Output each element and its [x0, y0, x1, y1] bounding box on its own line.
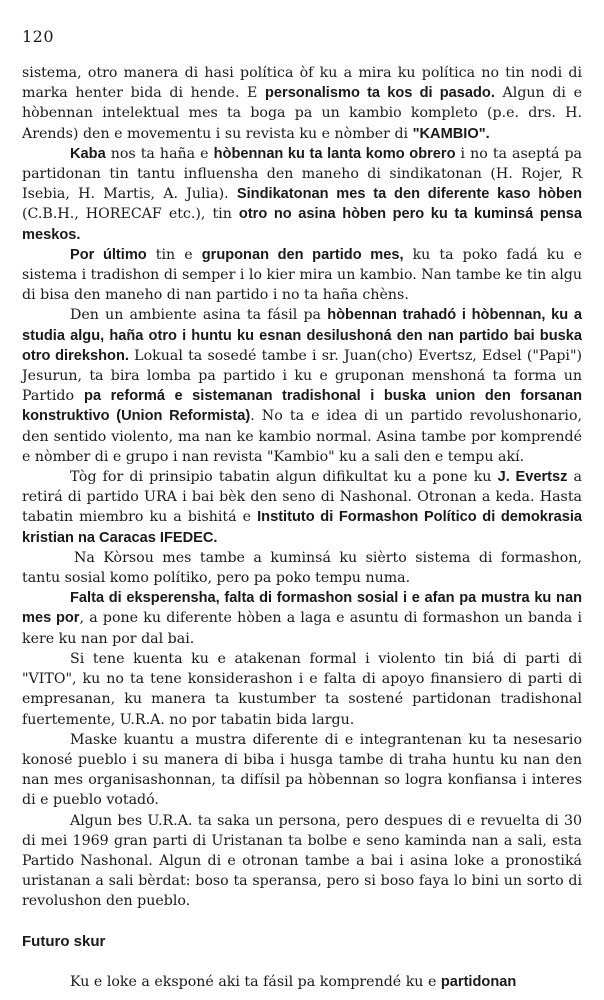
- paragraph-7: [22, 588, 582, 649]
- text-run: Den un ambiente asina ta fásil pa: [70, 307, 328, 324]
- bold-text-run: Instituto di Formashon Político di demokrasia kristian na Caracas IFEDEC.: [22, 509, 582, 546]
- text-run: . No ta e idea di un partido revolushonario, den sentido violento, ma nan ke kambio normal. Asina tambe por komprendé e nòmber di e grupo i nan revista "Kambio" ku a sali den e tempu akí.: [22, 408, 582, 465]
- text-run: sistema, otro manera di hasi política òf ku a mira ku política no tin nodi di marka henter bida di hende. E: [22, 65, 582, 102]
- text-run: i no ta aseptá pa partidonan tin tantu influensha den maneho di sindikatonan (H. Rojer, R Isebia, H. Martis, A. Julia).: [22, 145, 583, 203]
- bold-text-run: Por último: [70, 246, 147, 263]
- paragraph-5: [22, 467, 582, 548]
- paragraph-9: [22, 730, 582, 811]
- page-number: 120: [22, 27, 55, 46]
- paragraph-8: [22, 649, 582, 730]
- text-run: nos ta haña e: [105, 145, 214, 162]
- text-run: Tòg for di prinsipio tabatin algun difikultat ku a pone ku: [70, 469, 498, 486]
- bold-text-run: Kaba: [70, 145, 106, 162]
- paragraph-6: [22, 548, 582, 588]
- text-run: Ku e loke a eksponé aki ta fásil pa komprendé ku e: [70, 973, 441, 990]
- text-run: Maske kuantu a mustra diferente di e integrantenan ku ta nesesario konosé pueblo i su manera di biba i husga tambe di traha huntu ku nan den nan mes organisashonnan, ta difísil pa hòbennan so logra konfiansa i interes di e pueblo votadó.: [22, 731, 582, 809]
- bold-text-run: otro no asina hòben pero ku ta kuminsá pensa meskos.: [22, 206, 582, 243]
- text-run: , a pone ku diferente hòben a laga e asuntu di formashon un banda i kere ku nan por dal bai.: [22, 610, 582, 647]
- text-run: tin e: [146, 246, 202, 263]
- bold-text-run: partidonan: [440, 973, 517, 990]
- section-heading: Futuro skur: [22, 932, 106, 950]
- text-run: Lokual ta sosedé tambe i sr. Juan(cho) Evertsz, Edsel ("Papi") Jesurun, ta bira lomba pa partido i ku e gruponan menshoná ta forma un Partido: [22, 347, 583, 405]
- bold-text-run: hòbennan trahadó i hòbennan, ku a studia algu, haña otro i huntu ku esnan desilushoná den nan partido bai buska otro direkshon.: [22, 307, 583, 364]
- paragraph-4: [22, 305, 582, 467]
- bold-text-run: "KAMBIO".: [412, 125, 490, 142]
- text-run: Na Kòrsou mes tambe a kuminsá ku sièrto sistema di formashon, tantu sosial komo polítiko, pero pa poko tempu numa.: [22, 549, 582, 587]
- bold-text-run: Falta di eksperensha, falta di formashon sosial i e afan pa mustra ku nan mes por: [22, 590, 582, 627]
- page-body: [22, 63, 582, 992]
- bold-text-run: hòbennan ku ta lanta komo obrero: [213, 145, 456, 162]
- bold-text-run: Sindikatonan mes ta den diferente kaso hòben: [236, 186, 582, 203]
- paragraph-10: [22, 811, 582, 912]
- bold-text-run: personalismo ta kos di pasado.: [264, 85, 495, 102]
- bold-text-run: pa reformá e sistemanan tradishonal i buska union den forsanan konstruktivo (Union Reformista): [22, 388, 582, 425]
- paragraph-3: [22, 245, 582, 306]
- bold-text-run: gruponan den partido mes,: [201, 246, 404, 263]
- paragraph-1: [22, 63, 582, 144]
- text-run: (C.B.H., HORECAF etc.), tin: [22, 206, 239, 223]
- paragraph-last: [22, 972, 582, 992]
- bold-text-run: J. Evertsz: [497, 469, 568, 486]
- text-run: Si tene kuenta ku e atakenan formal i violento tin biá di parti di "VITO", ku no ta tene konsiderashon i e falta di apoyo finansiero di parti di empresanan, ku manera ta kustumber ta sostené partidonan tradishonal fuertemente, U.R.A. no por tabatin bida largu.: [22, 650, 582, 728]
- text-run: a retirá di partido URA i bai bèk den seno di Nashonal. Otronan a keda. Hasta tabatin miembro ku a bishitá e: [22, 469, 583, 526]
- paragraph-2: [22, 144, 582, 245]
- text-run: Algun di e hòbennan intelektual mes ta boga pa un kambio kompleto (p.e. drs. H. Arends) den e movementu i su revista ku e nòmber di: [22, 85, 582, 142]
- text-run: ku ta poko fadá ku e sistema i tradishon di semper i lo kier mira un kambio. Nan tambe ke tin algu di bisa den maneho di nan partido i no ta haña chèns.: [22, 246, 583, 304]
- text-run: Algun bes U.R.A. ta saka un persona, pero despues di e revuelta di 30 di mei 1969 gran parti di Uristanan ta bolbe e seno kaminda nan a sali, esta Partido Nashonal. Algun di e otronan tambe a bai i asina loke a pronostiká uristanan a sali bèrdat: boso ta speransa, pero si boso faya lo bini un sorto di revolushon den pueblo.: [22, 812, 582, 910]
